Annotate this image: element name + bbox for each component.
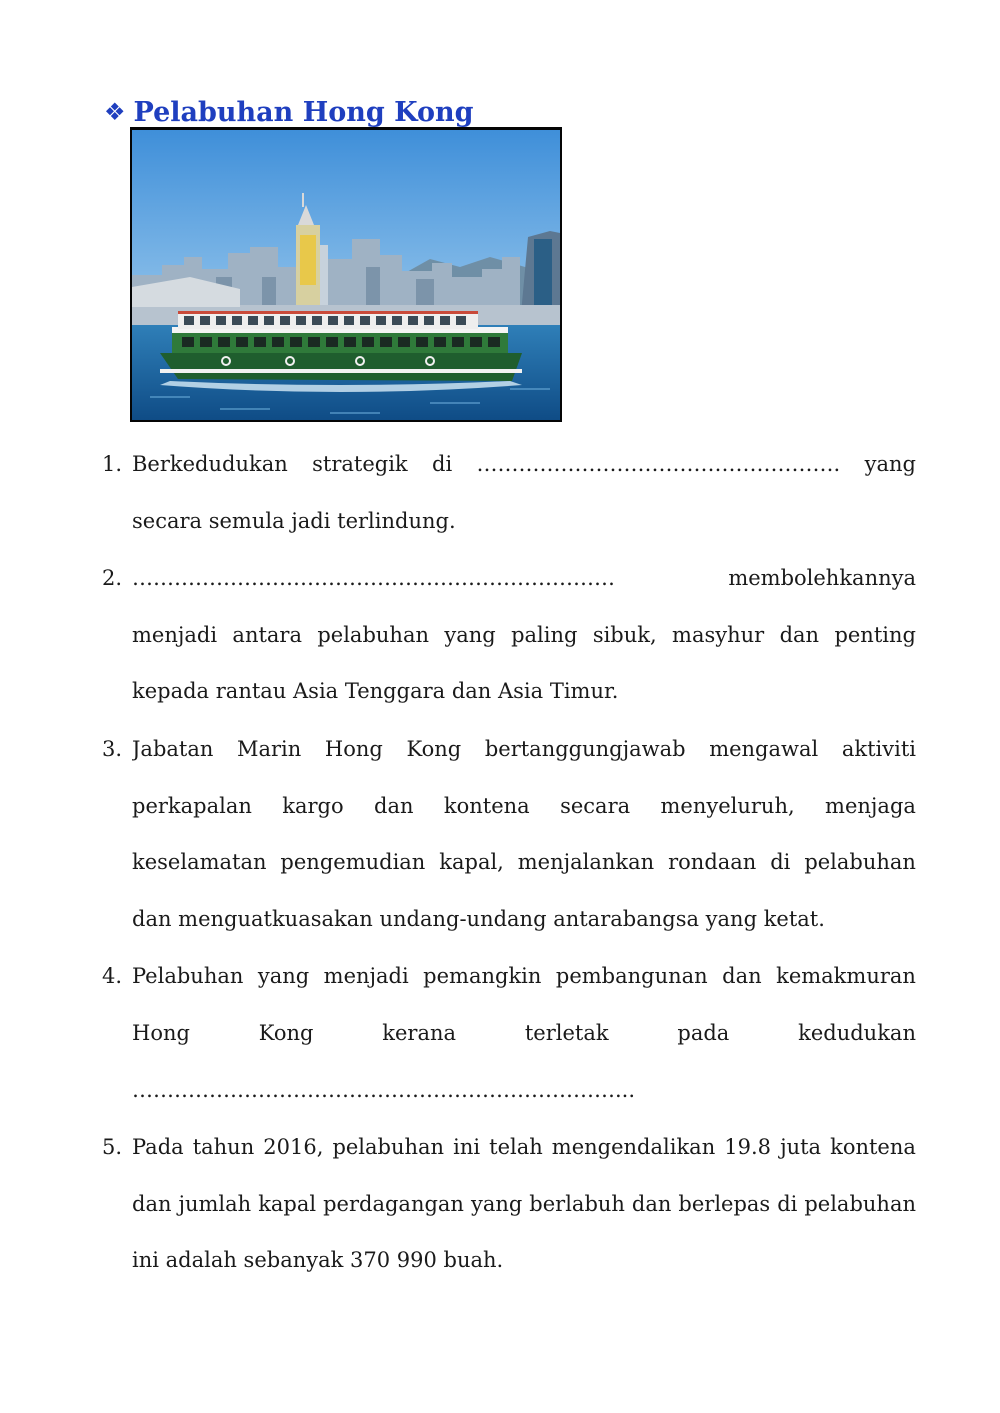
list-item-4 [102,948,916,1118]
word: keselamatan [132,850,267,875]
word: pembangunan [555,964,708,989]
word: menyeluruh, [660,793,795,818]
word: jumlah [178,1191,252,1216]
word: Hong [132,1020,190,1045]
word: di [770,850,791,875]
word: Jabatan [132,736,214,761]
word: perdagangan [323,1191,464,1216]
word: pelabuhan [332,1135,445,1160]
item-line [132,1005,916,1062]
word: menjadi [132,622,218,647]
item-line [132,778,916,835]
blank-space: ……………………………………………………………... [132,1077,636,1102]
word: pelabuhan [804,850,916,875]
word: membolehkannya [728,566,916,591]
word: pengemudian [280,850,426,875]
word: di [777,1191,798,1216]
diamond-bullet-icon: ❖ [104,98,126,126]
word: kontena [830,1135,916,1160]
word: perkapalan [132,793,252,818]
section-heading [104,92,474,132]
word: kedudukan [798,1020,916,1045]
word: kapal, [439,850,504,875]
item-line [132,550,916,607]
word: antara [232,622,302,647]
list-item-5 [102,1119,916,1289]
word: dan [132,1191,172,1216]
word: Kong [406,736,462,761]
word: yang [257,964,310,989]
item-number: 3. [102,736,123,761]
word: tahun [192,1135,255,1160]
word: paling [511,622,578,647]
item-line [132,1119,916,1176]
word: 2016, [263,1135,324,1160]
word: 19.8 [724,1135,772,1160]
word: strategik [312,452,408,476]
item-line [132,948,916,1005]
item-number: 5. [102,1135,123,1160]
word: di [432,452,453,476]
word: kemakmuran [776,964,916,989]
word: berlepas [678,1191,771,1216]
word: dan [722,964,762,989]
word: juta [780,1135,822,1160]
word: sibuk, [592,622,657,647]
list-item-1 [102,436,916,549]
word: pelabuhan [317,622,429,647]
harbour-photo [130,127,562,422]
word: dan [779,622,820,647]
word: mengendalikan [551,1135,716,1160]
item-number: 1. [102,452,123,476]
word: terletak [524,1020,609,1045]
word: rondaan [668,850,757,875]
word: kargo [282,793,344,818]
word: pada [677,1020,730,1045]
word: Berkedudukan [132,452,288,476]
word: bertanggungjawab [484,736,686,761]
word: telah [489,1135,543,1160]
blank-space: …………………………………………………………… [132,566,615,591]
word: aktiviti [841,736,916,761]
list-item-2 [102,550,916,720]
word: menjaga [825,793,916,818]
word: Kong [258,1020,314,1045]
word: yang [470,1191,523,1216]
harbour-illustration [130,127,562,422]
item-line: ini adalah sebanyak 370 990 buah. [132,1248,504,1273]
item-line: dan menguatkuasakan undang-undang antarabangsa yang ketat. [132,906,825,931]
word: pemangkin [423,964,542,989]
item-line [132,721,916,778]
word: pelabuhan [804,1191,916,1216]
item-line: kepada rantau Asia Tenggara dan Asia Timur. [132,679,619,704]
word: masyhur [672,622,765,647]
item-line: secara semula jadi terlindung. [132,508,456,533]
item-number: 4. [102,964,123,989]
heading-title: Pelabuhan Hong Kong [133,96,474,128]
word: menjalankan [517,850,655,875]
word: yang [864,452,916,476]
item-line [132,1176,916,1233]
word: kapal [258,1191,317,1216]
word: Pelabuhan [132,964,244,989]
word: yang [444,622,496,647]
word: kerana [382,1020,457,1045]
word: Pada [132,1135,184,1160]
word: ini [453,1135,481,1160]
word: dan [631,1191,672,1216]
word: menjadi [323,964,409,989]
word: Hong [324,736,383,761]
word: kontena [443,793,530,818]
item-number: 2. [102,566,123,591]
numbered-list [102,436,916,1290]
word: secara [560,793,631,818]
item-line [132,436,916,493]
list-item-3 [102,721,916,947]
word: penting [834,622,916,647]
word: berlabuh [529,1191,625,1216]
item-line [132,607,916,664]
blank-space: ……………………………………………. [476,452,841,476]
word: mengawal [709,736,819,761]
word: dan [374,793,414,818]
item-line [132,834,916,891]
word: Marin [237,736,302,761]
